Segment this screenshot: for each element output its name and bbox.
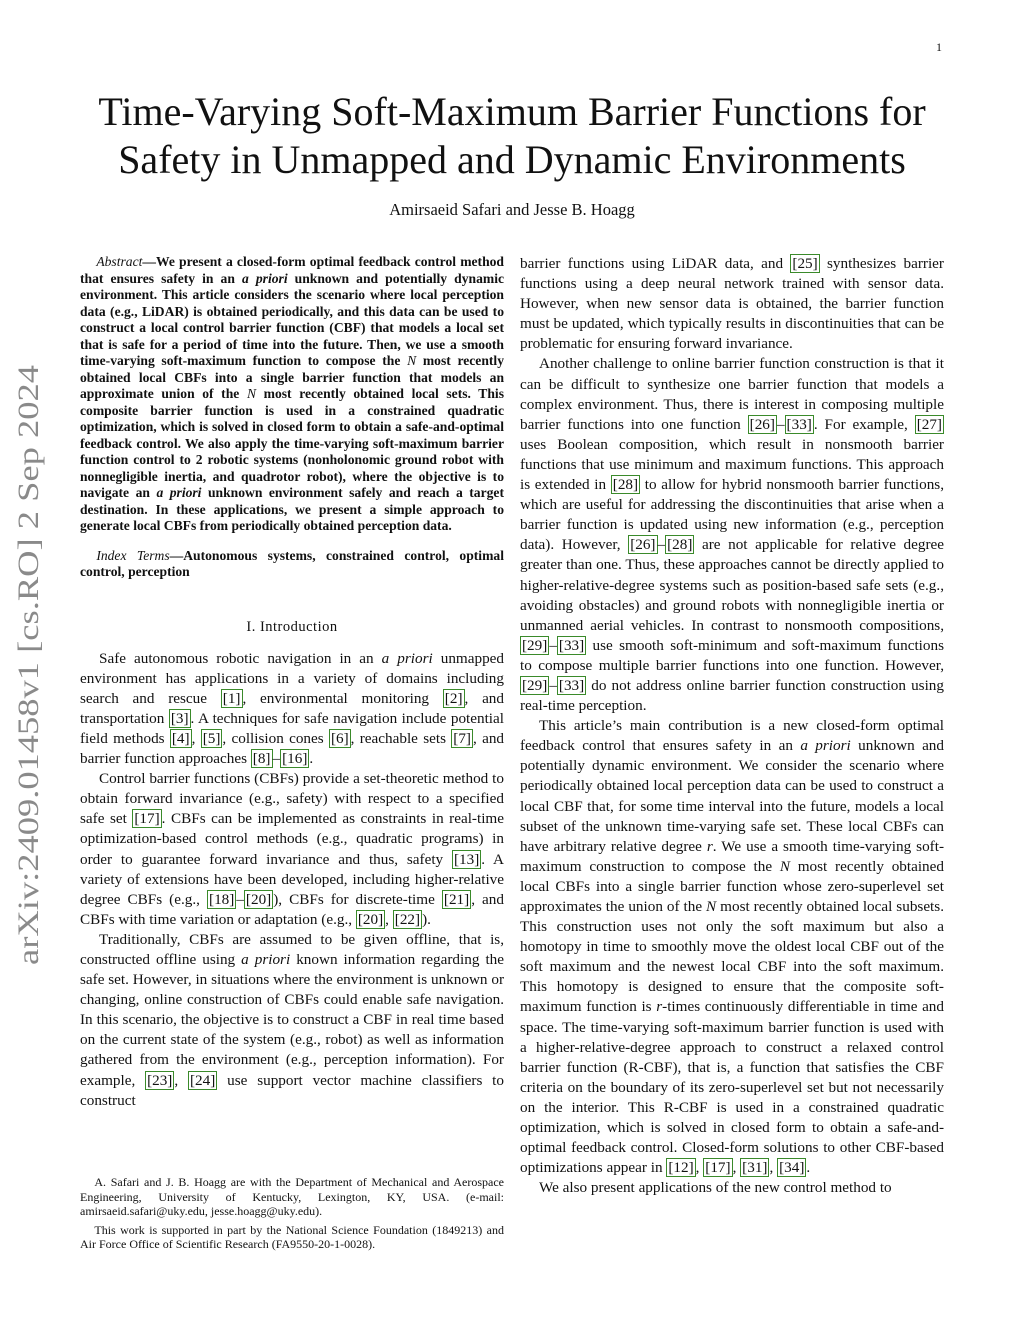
intro-paragraph-2 — [80, 769, 504, 930]
citation-link[interactable]: [24] — [190, 1071, 216, 1089]
arxiv-stamp — [6, 365, 52, 965]
intro-paragraph-6: We also present applications of the new control method to — [539, 1179, 892, 1197]
text: Another challenge to online barrier function construction is that it can be difficult to synthesize one barrier function that models a complex environment. Thus, there is interest in composing multiple barrier functions into one function — [520, 355, 944, 433]
text: , collision cones — [222, 729, 329, 747]
text: unmapped environment has applications in a variety of domains including search and rescue — [80, 649, 505, 707]
citation-link[interactable]: [20] — [245, 890, 272, 908]
text: , and transportation — [80, 689, 504, 727]
abstract-em-1: a priori — [242, 270, 288, 286]
arxiv-stamp-svg — [6, 365, 52, 965]
text: do not address online barrier function construction using real-time perception. — [520, 676, 944, 715]
citation-link[interactable]: [33] — [558, 676, 585, 694]
left-column — [80, 254, 504, 1111]
text: – — [776, 415, 785, 433]
citation-link[interactable]: [29] — [522, 636, 548, 654]
authors: Amirsaeid Safari and Jesse B. Hoagg — [389, 200, 635, 219]
title-line-1: Time-Varying Soft-Maximum Barrier Functions for — [98, 89, 926, 134]
abstract-text-1: We present a closed-form optimal feedback control method that ensures safety in an — [80, 254, 504, 286]
text: ). — [422, 910, 431, 928]
emphasis: a priori — [800, 737, 851, 755]
citation-link[interactable]: [26] — [630, 536, 656, 554]
text: use smooth soft-minimum and soft-maximum functions to compose multiple barrier functions into one function. However, — [520, 636, 944, 674]
intro-paragraph-3 — [80, 930, 504, 1111]
index-terms-dash: — — [169, 547, 184, 563]
text: – — [549, 636, 557, 654]
index-terms — [80, 548, 504, 581]
citation-link[interactable]: [16] — [282, 750, 308, 768]
intro-paragraph-1 — [80, 649, 504, 770]
citation-link[interactable]: [17] — [134, 810, 160, 828]
citation-link[interactable]: [2] — [444, 689, 463, 707]
citation-link[interactable]: [8] — [252, 750, 271, 768]
abstract-text-3: most recently obtained local CBFs into a single barrier function that models an approximate union of the — [80, 353, 504, 401]
text: most recently obtained local subsets. This construction uses not only the soft maximum but also a homotopy in time to smoothly move the oldest local CBF out of the soft maximum and the newest local CBF into the soft maximum. This homotopy is designed to ensure that the composite soft-maximum function is — [520, 898, 944, 1016]
footnote-funding: This work is supported in part by the National Science Foundation (1849213) and Air Force Office of Scientific Research (FA9550-20-1-0028). — [80, 1222, 504, 1252]
abstract-math-n-2: N — [246, 386, 257, 401]
citation-link[interactable]: [4] — [171, 729, 190, 747]
abstract-text-5: unknown environment safely and reach a target destination. In these applications, we present a simple approach to generate local CBFs from periodically obtained perception data. — [80, 485, 504, 533]
intro-paragraph-5 — [520, 716, 944, 1178]
text: uses Boolean composition, which result in nonsmooth barrier functions that use minimum and maximum functions. This approach is extended in — [520, 435, 944, 494]
footnotes — [80, 1175, 504, 1256]
abstract-math-n-1: N — [407, 353, 417, 368]
citation-link[interactable]: [18] — [209, 890, 235, 908]
citation-link[interactable]: [26] — [749, 415, 775, 433]
text: most recently obtained local CBFs into a single barrier function whose zero-superlevel set approximates the union of the — [520, 857, 944, 915]
citation-link[interactable]: [3] — [170, 709, 189, 727]
math-n: N — [779, 857, 790, 875]
text: . A techniques for safe navigation include potential field methods — [80, 709, 504, 747]
index-terms-text: Autonomous systems, constrained control, optimal control, perception — [80, 547, 504, 579]
citation-link[interactable]: [1] — [222, 689, 241, 707]
math-r: r — [656, 998, 663, 1016]
intro-paragraph-3-continued — [520, 254, 944, 354]
text: known information regarding the safe set. However, in situations where the environment is unknown or changing, online construction of CBFs could enable safe navigation. In this scenario, the objective is to construct a CBF in real time based on the current state of the system (e.g., robot) as well as information gathered from the environment (e.g., perception information). For example, — [80, 951, 504, 1089]
citation-link[interactable]: [7] — [453, 729, 471, 747]
text: Safe autonomous robotic navigation in an — [99, 649, 382, 667]
text: . A variety of extensions have been developed, including higher-relative degree CBFs (e.g., — [80, 850, 504, 908]
text: , — [732, 1159, 741, 1177]
paper-title — [80, 88, 944, 184]
right-column — [520, 254, 944, 1198]
text: – — [657, 536, 666, 554]
citation-link[interactable]: [20] — [357, 910, 384, 928]
citation-link[interactable]: [33] — [558, 636, 585, 654]
text: This article’s main contribution is a new closed-form optimal feedback control that ensures safety in an — [520, 717, 944, 755]
citation-link[interactable]: [17] — [705, 1159, 731, 1177]
text: . — [309, 750, 314, 768]
text: -times continuously differentiable in time and space. The time-varying soft-maximum barrier function is used with a higher-relative-degree approach to construct a relaxed control barrier function (R-CBF), that is, a function that satisfies the CBF criteria on the boundary of its zero-superlevel set but not necessarily on the interior. This R-CBF is used in a constrained quadratic optimization, which is solved in closed form to obtain a safe-and-optimal feedback control. Closed-form solutions to other CBF-based optimizations appear in — [520, 998, 944, 1177]
emphasis: a priori — [241, 951, 291, 968]
text: Control barrier functions (CBFs) provide a set-theoretic method to obtain forward invariance (e.g., safety) with respect to a specified safe set — [80, 770, 504, 828]
abstract-em-2: a priori — [156, 485, 202, 500]
arxiv-stamp-text: arXiv:2409.01458v1 [cs.RO] 2 Sep 2024 — [12, 471, 45, 965]
text: use support vector machine classifiers to construct — [80, 1071, 504, 1109]
citation-link[interactable]: [6] — [330, 729, 349, 747]
index-terms-label: Index Terms — [96, 547, 170, 563]
text: , — [695, 1159, 704, 1177]
text: . We use a smooth time-varying soft-maximum construction to compose the — [520, 837, 945, 875]
text: , — [174, 1071, 188, 1089]
abstract — [80, 254, 504, 535]
citation-link[interactable]: [22] — [394, 910, 421, 928]
section-heading-introduction: I. Introduction — [246, 618, 338, 635]
emphasis: a priori — [381, 649, 433, 667]
citation-link[interactable]: [12] — [668, 1159, 694, 1177]
citation-link[interactable]: [5] — [202, 729, 221, 747]
text: . For example, — [813, 415, 915, 433]
text: , reachable sets — [350, 729, 452, 747]
citation-link[interactable]: [13] — [453, 850, 480, 868]
text: , and CBFs with time variation or adaptation (e.g., — [80, 890, 504, 928]
math-n: N — [706, 898, 717, 915]
text: , — [191, 729, 201, 747]
citation-link[interactable]: [34] — [779, 1159, 805, 1177]
citation-link[interactable]: [25] — [792, 255, 818, 272]
citation-link[interactable]: [23] — [147, 1071, 173, 1089]
text: – — [272, 750, 281, 768]
text: , and barrier function approaches — [80, 729, 505, 768]
citation-link[interactable]: [31] — [742, 1159, 768, 1177]
citation-link[interactable]: [21] — [443, 890, 470, 908]
text: synthesizes barrier functions using a deep neural network trained with sensor data. However, when new sensor data is obtained, the barrier function must be updated, which typically results in discontinuities that can be problematic for ensuring forward invariance. — [520, 255, 944, 353]
text: Traditionally, CBFs are assumed to be given offline, that is, constructed offline using — [80, 930, 504, 968]
text: , — [385, 910, 393, 928]
text: to allow for hybrid nonsmooth barrier functions, which are useful for addressing the discontinuities that arise when a barrier function is updated using new information (e.g., perception data). However, — [520, 476, 944, 554]
text: are not applicable for relative degree greater than one. Thus, these approaches cannot be directly applied to higher-relative-degree systems such as position-based safe sets (e.g., avoiding obstacles) and ground robots with nonnegligible inertia or unmanned aerial vehicles. In contrast to nonsmooth compositions, — [520, 536, 944, 634]
intro-paragraph-4 — [520, 354, 944, 716]
text: barrier functions using LiDAR data, and — [520, 255, 791, 272]
footnote-affiliation: A. Safari and J. B. Hoagg are with the Department of Mechanical and Aerospace Engineering, University of Kentucky, Lexington, KY, USA. (e-mail: amirsaeid.safari@uky.edu, jesse.hoagg@uky.edu). — [80, 1175, 504, 1219]
text: , environmental monitoring — [242, 689, 443, 707]
text: unknown and potentially dynamic environment. We consider the scenario where periodically obtained local perception data can be used to construct a local CBF that, for some time interval into the future, models a local subset of the unknown time-varying safe set. These local CBFs can have arbitrary relative degree — [520, 737, 944, 855]
abstract-label: Abstract — [96, 254, 143, 269]
abstract-text-2: unknown and potentially dynamic environment. This article considers the scenario where local perception data (e.g., LiDAR) is obtained periodically, and this data can be used to construct a local control barrier function (CBF) that models a local set that is safe for a period of time into the future. Then, we use a smooth time-varying soft-maximum function to compose the — [80, 270, 505, 368]
abstract-dash: — — [142, 254, 156, 269]
page-number: 1 — [936, 40, 942, 54]
title-line-2: Safety in Unmapped and Dynamic Environments — [118, 137, 906, 182]
abstract-text-4: most recently obtained local sets. This composite barrier function is used in a constrained quadratic optimization, which is solved in closed form to obtain a safe-and-optimal feedback control. We also apply the time-varying soft-maximum barrier function control to 2 robotic systems (nonholonomic ground robot with nonnegligible inertia, and quadrotor robot), where the objective is to navigate an — [80, 386, 504, 500]
text: ), CBFs for discrete-time — [273, 890, 442, 908]
text: . CBFs can be implemented as constraints in real-time optimization-based control methods (e.g., quadratic programs) in order to guarantee forward invariance and thus, safety — [80, 810, 504, 868]
citation-link[interactable]: [28] — [612, 476, 639, 494]
citation-link[interactable]: [29] — [522, 676, 548, 694]
citation-link[interactable]: [33] — [786, 415, 812, 433]
citation-link[interactable]: [27] — [916, 415, 942, 433]
citation-link[interactable]: [28] — [667, 536, 693, 554]
text: , — [769, 1159, 778, 1177]
text: – — [549, 676, 557, 694]
math-r: r — [706, 837, 713, 855]
text: . — [806, 1159, 811, 1177]
text: – — [236, 890, 244, 908]
